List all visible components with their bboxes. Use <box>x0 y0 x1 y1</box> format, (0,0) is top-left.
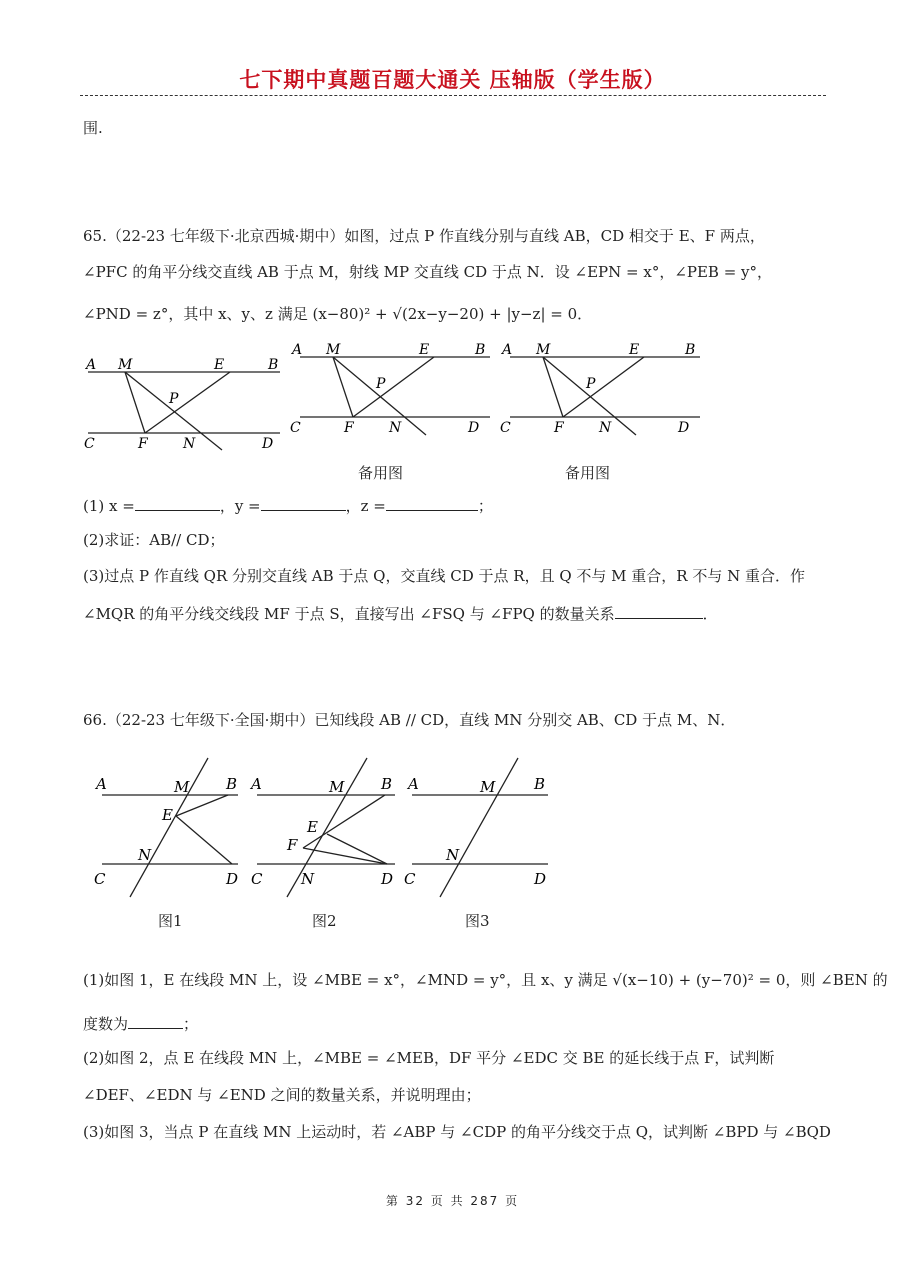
svg-text:M: M <box>536 342 551 358</box>
fig-label-f: F <box>138 436 148 452</box>
q65-part1: (1) x = ，y = ，z = ； <box>83 497 493 515</box>
q65-part3-line1: (3)过点 P 作直线 QR 分别交直线 AB 于点 Q，交直线 CD 于点 R，且 Q 不与 M 重合，R 不与 N 重合．作 <box>83 567 806 585</box>
svg-text:A: A <box>408 775 419 793</box>
svg-text:C: C <box>404 870 416 888</box>
q66-part1-line2: 度数为 ； <box>83 1015 199 1033</box>
q66-caption-fig3: 图3 <box>465 912 490 930</box>
q65-part3-line2: ∠MQR 的角平分线交线段 MF 于点 S，直接写出 ∠FSQ 与 ∠FPQ 的数量关系 ． <box>83 605 718 623</box>
svg-text:M: M <box>329 778 345 796</box>
q65-stem-line1: 65.（22-23 七年级下·北京西城·期中）如图，过点 P 作直线分别与直线 AB，CD 相交于 E、F 两点， <box>83 227 765 245</box>
q66-part2-line2: ∠DEF、∠EDN 与 ∠END 之间的数量关系，并说明理由； <box>83 1086 481 1104</box>
fig-label-e: E <box>214 357 225 373</box>
svg-text:A: A <box>502 342 513 358</box>
q66-stem-line1: 66.（22-23 七年级下·全国·期中）已知线段 AB // CD，直线 MN 分别交 AB、CD 于点 M、N． <box>83 711 736 729</box>
svg-text:P: P <box>586 376 596 392</box>
svg-text:F: F <box>554 420 564 436</box>
q65-spare-figure-1 <box>288 335 498 440</box>
answer-blank-relation[interactable] <box>615 603 703 619</box>
svg-text:M: M <box>480 778 496 796</box>
previous-question-tail: 围. <box>83 119 103 137</box>
svg-text:F: F <box>287 836 298 854</box>
q66-figure-1 <box>90 752 250 902</box>
svg-text:B: B <box>534 775 546 793</box>
svg-text:F: F <box>344 420 354 436</box>
fig-label-b: B <box>268 357 279 373</box>
svg-text:N: N <box>446 846 460 864</box>
fig-label-p: P <box>169 391 179 407</box>
svg-text:B: B <box>381 775 393 793</box>
q65-stem-line3: ∠PND = z°，其中 x、y、z 满足 (x−80)² + √(2x−y−20) + |y−z| = 0． <box>83 305 593 323</box>
svg-text:A: A <box>96 775 107 793</box>
q65-figure-main <box>80 348 290 453</box>
svg-text:E: E <box>419 342 430 358</box>
answer-blank-y[interactable] <box>261 495 346 511</box>
svg-text:C: C <box>94 870 106 888</box>
svg-text:P: P <box>376 376 386 392</box>
answer-blank-ben[interactable] <box>128 1013 183 1029</box>
page-header-title: 七下期中真题百题大通关 压轴版（学生版） <box>239 68 666 92</box>
q66-part2-line1: (2)如图 2，点 E 在线段 MN 上，∠MBE = ∠MEB，DF 平分 ∠EDC 交 BE 的延长线于点 F，试判断 <box>83 1049 775 1067</box>
answer-blank-x[interactable] <box>135 495 220 511</box>
q66-caption-fig2: 图2 <box>312 912 337 930</box>
q66-figure-2 <box>245 752 410 902</box>
q66-caption-fig1: 图1 <box>158 912 183 930</box>
svg-text:D: D <box>534 870 547 888</box>
fig-label-n: N <box>183 436 196 452</box>
svg-text:C: C <box>251 870 263 888</box>
q65-stem-line2: ∠PFC 的角平分线交直线 AB 于点 M，射线 MP 交直线 CD 于点 N．设 ∠EPN = x°，∠PEB = y°， <box>83 263 773 281</box>
fig-label-m: M <box>118 357 133 373</box>
svg-text:B: B <box>685 342 696 358</box>
q65-spare-caption-1: 备用图 <box>358 464 404 482</box>
svg-text:A: A <box>251 775 262 793</box>
q65-spare-caption-2: 备用图 <box>565 464 611 482</box>
svg-text:M: M <box>174 778 190 796</box>
answer-blank-z[interactable] <box>386 495 478 511</box>
q66-figure-3 <box>400 752 560 902</box>
fig-label-d: D <box>262 436 274 452</box>
q66-part1-line1: (1)如图 1，E 在线段 MN 上，设 ∠MBE = x°，∠MND = y°，且 x、y 满足 √(x−10) + (y−70)² = 0，则 ∠BEN 的 <box>83 971 888 989</box>
svg-text:N: N <box>599 420 612 436</box>
svg-text:D: D <box>226 870 239 888</box>
q65-spare-figure-2 <box>498 335 708 440</box>
svg-text:E: E <box>162 806 173 824</box>
fig-label-a: A <box>86 357 97 373</box>
svg-text:N: N <box>301 870 315 888</box>
svg-text:C: C <box>500 420 511 436</box>
svg-text:D: D <box>678 420 690 436</box>
header-divider <box>80 95 826 96</box>
svg-text:D: D <box>468 420 480 436</box>
q66-part3-line1: (3)如图 3，当点 P 在直线 MN 上运动时，若 ∠ABP 与 ∠CDP 的角平分线交于点 Q，试判断 ∠BPD 与 ∠BQD <box>83 1123 831 1141</box>
svg-text:M: M <box>326 342 341 358</box>
svg-text:C: C <box>290 420 301 436</box>
svg-text:E: E <box>629 342 640 358</box>
svg-text:B: B <box>475 342 486 358</box>
svg-text:N: N <box>138 846 152 864</box>
svg-text:B: B <box>226 775 238 793</box>
page-number-footer: 第 32 页 共 287 页 <box>385 1194 520 1208</box>
svg-text:A: A <box>292 342 303 358</box>
q65-part2: (2)求证：AB// CD； <box>83 531 225 549</box>
svg-text:N: N <box>389 420 402 436</box>
svg-text:D: D <box>381 870 394 888</box>
svg-text:E: E <box>307 818 318 836</box>
fig-label-c: C <box>84 436 95 452</box>
